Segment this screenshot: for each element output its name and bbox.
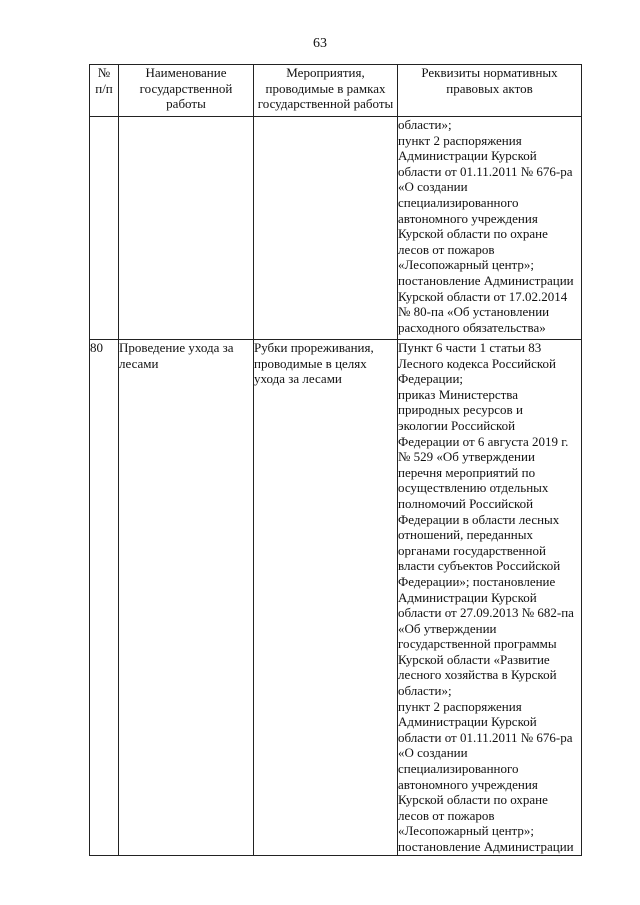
header-num (90, 65, 119, 117)
table-row (90, 117, 582, 340)
acts-line: автономного учреждения (398, 210, 538, 226)
acts-line: Федерации в области лесных (398, 511, 560, 527)
header-line: п/п (95, 80, 113, 96)
header-line: Мероприятия, (286, 65, 365, 80)
acts-line: Администрации Курской (398, 148, 537, 164)
header-line: Реквизиты нормативных (421, 65, 558, 80)
acts-line: Федерации; (398, 371, 464, 387)
name-line: лесами (119, 355, 159, 371)
measures-line: ухода за лесами (254, 371, 342, 387)
acts-line: «Лесопожарный центр»; (398, 823, 535, 839)
cell-acts (398, 340, 582, 856)
acts-line: перечня мероприятий по (398, 464, 536, 480)
header-line: проводимые в рамках (265, 80, 386, 96)
acts-line: приказ Министерства (398, 386, 519, 402)
header-line: работы (166, 96, 206, 112)
acts-line: № 529 «Об утверждении (398, 449, 535, 465)
acts-line: пункт 2 распоряжения (398, 698, 522, 714)
page-number: 63 (313, 36, 327, 51)
acts-line: области от 27.09.2013 № 682-па (398, 605, 574, 621)
acts-line: области от 01.11.2011 № 676-ра (398, 729, 573, 745)
acts-line: Администрации Курской (398, 714, 537, 730)
acts-line: «Лесопожарный центр»; (398, 257, 535, 273)
header-line: Наименование (145, 65, 227, 80)
acts-line: Курской области «Развитие (398, 651, 550, 667)
header-line: государственной (139, 80, 233, 96)
acts-line: автономного учреждения (398, 776, 538, 792)
acts-line: области от 01.11.2011 № 676-ра (398, 163, 573, 179)
table-row (90, 340, 582, 856)
acts-line: Курской области от 17.02.2014 (398, 288, 568, 304)
acts-line: лесов от пожаров (398, 807, 495, 823)
acts-line: Пункт 6 части 1 статьи 83 (398, 340, 542, 355)
cell-measures (254, 340, 398, 856)
acts-line: Курской области по охране (398, 226, 548, 242)
acts-line: № 80-па «Об установлении (398, 304, 550, 320)
cell-acts (398, 117, 582, 340)
acts-line: природных ресурсов и (398, 402, 523, 418)
header-line: правовых актов (446, 80, 533, 96)
table-header-row (90, 65, 582, 117)
acts-line: власти субъектов Российской (398, 558, 561, 574)
acts-line: «О создании (398, 745, 468, 761)
acts-line: Курской области по охране (398, 792, 548, 808)
header-measures (254, 65, 398, 117)
row-number: 80 (90, 340, 103, 355)
acts-table (89, 64, 582, 856)
acts-line: постановление Администрации (398, 839, 574, 854)
header-line: государственной работы (257, 96, 394, 112)
header-line: № (97, 65, 111, 80)
acts-line: государственной программы (398, 636, 557, 652)
measures-line: проводимые в целях (254, 355, 367, 371)
acts-line: специализированного (398, 194, 519, 210)
acts-line: полномочий Российской (398, 495, 534, 511)
acts-line: Администрации Курской (398, 589, 537, 605)
row-number-cell (90, 340, 119, 856)
acts-line: органами государственной (398, 542, 546, 558)
acts-line: Федерации»; постановление (398, 573, 556, 589)
header-name (119, 65, 254, 117)
measures-line: Рубки прореживания, (254, 340, 374, 355)
cell-measures (254, 117, 398, 340)
acts-line: расходного обязательства» (398, 319, 546, 335)
header-acts (398, 65, 582, 117)
cell-name (119, 340, 254, 856)
acts-line: постановление Администрации (398, 272, 574, 288)
acts-line: области»; (398, 117, 452, 132)
acts-line: осуществлению отдельных (398, 480, 549, 496)
acts-line: отношений, переданных (398, 527, 533, 543)
acts-line: специализированного (398, 761, 519, 777)
row-number-cell (90, 117, 119, 340)
acts-line: «Об утверждении (398, 620, 497, 636)
acts-line: Лесного кодекса Российской (398, 355, 556, 371)
name-line: Проведение ухода за (119, 340, 234, 355)
acts-line: лесного хозяйства в Курской (398, 667, 557, 683)
acts-line: экологии Российской (398, 417, 516, 433)
acts-line: Федерации от 6 августа 2019 г. (398, 433, 569, 449)
acts-line: «О создании (398, 179, 468, 195)
cell-name (119, 117, 254, 340)
acts-line: области»; (398, 683, 452, 699)
acts-line: пункт 2 распоряжения (398, 132, 522, 148)
acts-line: лесов от пожаров (398, 241, 495, 257)
